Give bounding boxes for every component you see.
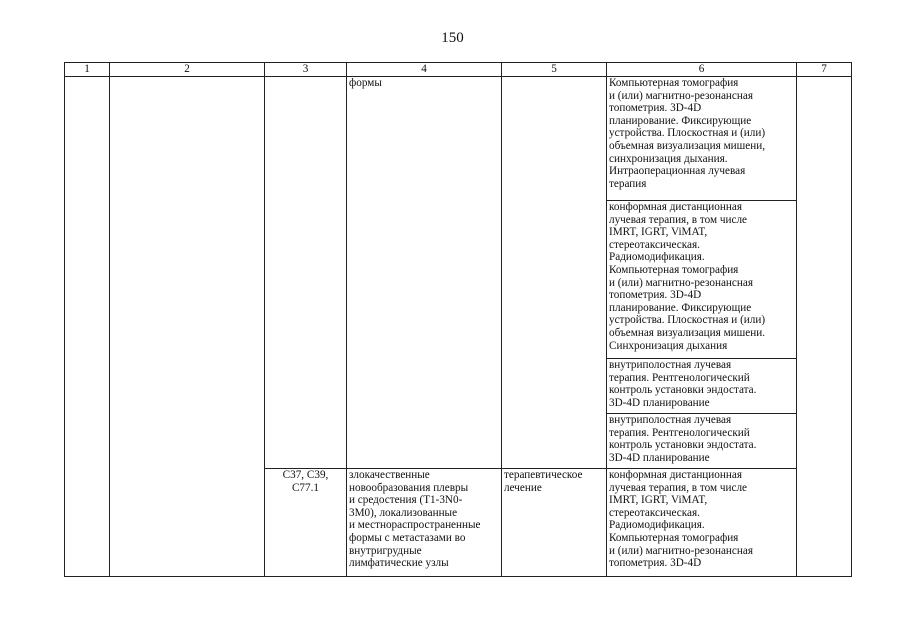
header-cell-7: 7	[797, 63, 852, 77]
services-table	[64, 62, 852, 577]
method-cell: внутриполостная лучевая терапия. Рентгенологический контроль установки эндостата. 3D-4D планирование	[607, 414, 797, 469]
header-row	[65, 63, 852, 77]
cell-col2	[110, 77, 265, 577]
treatment-type-cell: терапевтическое лечение	[502, 469, 607, 577]
page-number: 150	[441, 30, 464, 46]
table-row	[65, 77, 852, 201]
header-cell-1: 1	[65, 63, 110, 77]
method-cell: Компьютерная томография и (или) магнитно-резонансная топометрия. 3D-4D планирование. Фиксирующие устройства. Плоскостная и (или) объемная визуализация мишени, синхронизация дыхания. Интраоперационная лучевая терапия	[607, 77, 797, 201]
cell-col7	[797, 77, 852, 577]
cell-col4-forms: формы	[347, 77, 502, 469]
cell-col5	[502, 77, 607, 469]
method-cell: конформная дистанционная лучевая терапия, в том числе IMRT, IGRT, ViMAT, стереотаксическая. Радиомодификация. Компьютерная томография и (или) магнитно-резонансная топометрия. 3D-4D	[607, 469, 797, 577]
header-cell-4: 4	[347, 63, 502, 77]
diagnosis-cell: злокачественные новообразования плевры и средостения (T1-3N0- 3M0), локализованные и местнораспространенные формы с метастазами во внутригрудные лимфатические узлы	[347, 469, 502, 577]
cell-col3	[265, 77, 347, 469]
method-cell: конформная дистанционная лучевая терапия, в том числе IMRT, IGRT, ViMAT, стереотаксическая. Радиомодификация. Компьютерная томография и (или) магнитно-резонансная топометрия. 3D-4D планирование. Фиксирующие устройства. Плоскостная и (или) объемная визуализация мишени. Синхронизация дыхания	[607, 201, 797, 359]
header-cell-2: 2	[110, 63, 265, 77]
cell-col1	[65, 77, 110, 577]
header-cell-6: 6	[607, 63, 797, 77]
icd-code-cell: C37, C39, C77.1	[265, 469, 347, 577]
header-cell-3: 3	[265, 63, 347, 77]
header-cell-5: 5	[502, 63, 607, 77]
method-cell: внутриполостная лучевая терапия. Рентгенологический контроль установки эндостата. 3D-4D планирование	[607, 359, 797, 414]
